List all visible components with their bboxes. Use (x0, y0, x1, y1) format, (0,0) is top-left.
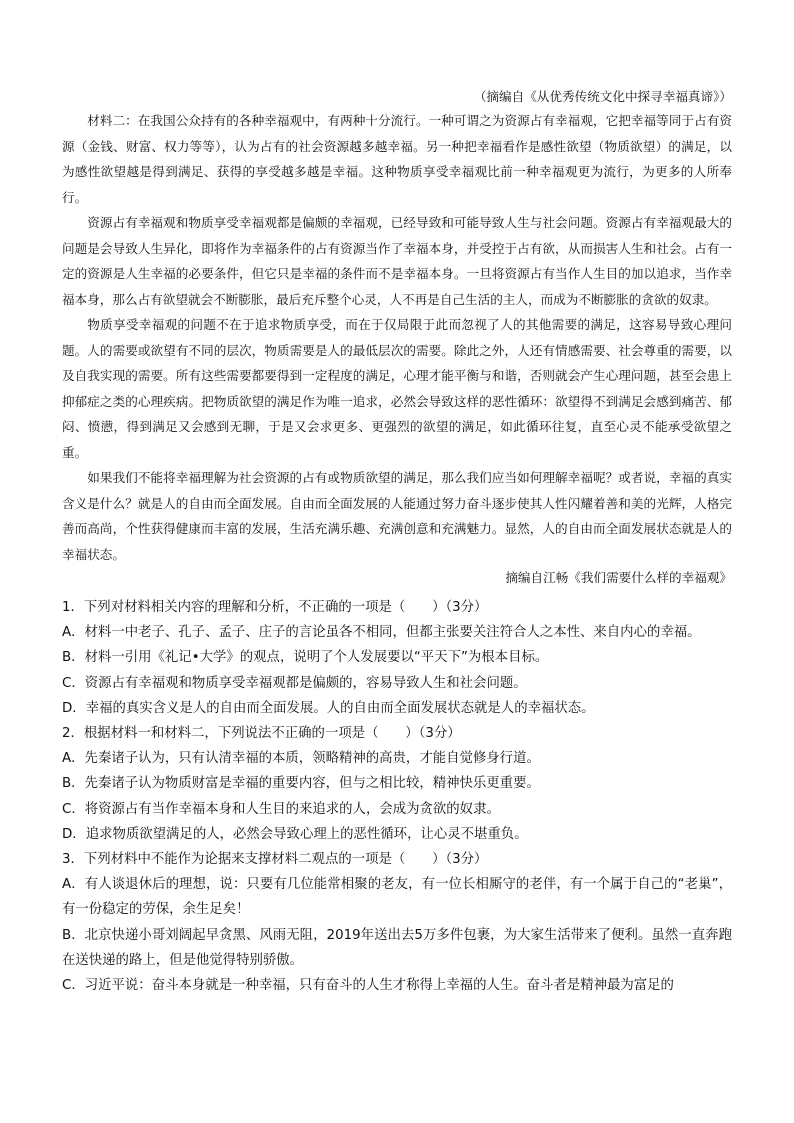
material-paragraph: 物质享受幸福观的问题不在于追求物质享受，而在于仅局限于此而忽视了人的其他需要的满足，这容易导致心理问题。人的需要或欲望有不同的层次，物质需要是人的最低层次的需要。除此之外，人还有情感需要、社会尊重的需要，以及自我实现的需要。所有这些需要都要得到一定程度的满足，心理才能平衡与和谐，否则就会产生心理问题，甚至会患上抑郁症之类的心理疾病。把物质欲望的满足作为唯一追求，必然会导致这样的恶性循环：欲望得不到满足会感到痛苦、郁闷、愤懑，得到满足又会感到无聊，于是又会求更多、更强烈的欲望的满足，如此循环往复，直至心灵不能承受欲望之重。 (62, 317, 732, 460)
top-source-citation: （摘编自《从优秀传统文化中探寻幸福真谛》） (473, 89, 732, 104)
material-paragraph: 材料二：在我国公众持有的各种幸福观中，有两种十分流行。一种可谓之为资源占有幸福观，它把幸福等同于占有资源（金钱、财富、权力等等），认为占有的社会资源越多越幸福。另一种把幸福看作是感性欲望（物质欲望）的满足，以为感性欲望越是得到满足、获得的享受越多越是幸福。这种物质享受幸福观比前一种幸福观更为流行，为更多的人所奉行。 (62, 113, 732, 205)
question-option: A．有人谈退休后的理想，说：只要有几位能常相聚的老友，有一位长相厮守的老伴，有一个属于自己的“老巢”，有一份稳定的劳保，余生足矣！ (62, 877, 732, 918)
document-page (62, 86, 732, 998)
questions-section (62, 595, 732, 998)
question-option: B．北京快递小哥刘阔起早贪黑、风雨无阻，2019年送出去5万多件包裹，为大家生活带来了便利。虽然一直奔跑在送快递的路上，但是他觉得特别骄傲。 (62, 927, 732, 968)
question-option: D．追求物质欲望满足的人，必然会导致心理上的恶性循环，让心灵不堪重负。 (62, 826, 528, 842)
question-option: D．幸福的真实含义是人的自由而全面发展。人的自由而全面发展状态就是人的幸福状态。 (62, 700, 595, 716)
question-1 (62, 595, 732, 721)
question-stem: 3．下列材料中不能作为论据来支撑材料二观点的一项是（ ）（3分） (62, 852, 488, 868)
question-option: C．习近平说：奋斗本身就是一种幸福，只有奋斗的人生才称得上幸福的人生。奋斗者是精神最为富足的 (62, 978, 674, 994)
question-option: A．先秦诸子认为，只有认清幸福的本质，领略精神的高贵，才能自觉修身行道。 (62, 751, 540, 767)
question-stem: 2．根据材料一和材料二，下列说法不正确的一项是（ ）（3分） (62, 726, 461, 742)
question-option: B．材料一引用《礼记•大学》的观点，说明了个人发展要以“平天下”为根本目标。 (62, 650, 549, 666)
question-stem: 1．下列对材料相关内容的理解和分析，不正确的一项是（ ）（3分） (62, 600, 488, 615)
material-paragraph: 如果我们不能将幸福理解为社会资源的占有或物质欲望的满足，那么我们应当如何理解幸福呢？或者说，幸福的真实含义是什么？就是人的自由而全面发展。自由而全面发展的人能通过努力奋斗逐步使其人性闪耀着善和美的光辉，人格完善而高尚，个性获得健康而丰富的发展，生活充满乐趣、充满创意和充满魅力。显然，人的自由而全面发展状态就是人的幸福状态。 (62, 470, 732, 562)
material-paragraph: 资源占有幸福观和物质享受幸福观都是偏颇的幸福观，已经导致和可能导致人生与社会问题。资源占有幸福观最大的问题是会导致人生异化，即将作为幸福条件的占有资源当作了幸福本身，并受控于占有欲，从而损害人生和社会。占有一定的资源是人生幸福的必要条件，但它只是幸福的条件而不是幸福本身。一旦将资源占有当作人生目的加以追求，当作幸福本身，那么占有欲望就会不断膨胀，最后充斥整个心灵，人不再是自己生活的主人，而成为不断膨胀的贪欲的奴隶。 (62, 215, 732, 307)
question-option: A．材料一中老子、孔子、孟子、庄子的言论虽各不相同，但都主张要关注符合人之本性、来自内心的幸福。 (62, 625, 701, 641)
material-two-section (62, 108, 732, 589)
question-option: C．资源占有幸福观和物质享受幸福观都是偏颇的，容易导致人生和社会问题。 (62, 675, 527, 691)
question-2 (62, 721, 732, 847)
question-option: B．先秦诸子认为物质财富是幸福的重要内容，但与之相比较，精神快乐更重要。 (62, 776, 540, 792)
question-3 (62, 847, 732, 998)
question-option: C．将资源占有当作幸福本身和人生目的来追求的人，会成为贪欲的奴隶。 (62, 801, 500, 817)
material-two-source: 摘编自江畅《我们需要什么样的幸福观》 (505, 570, 732, 585)
